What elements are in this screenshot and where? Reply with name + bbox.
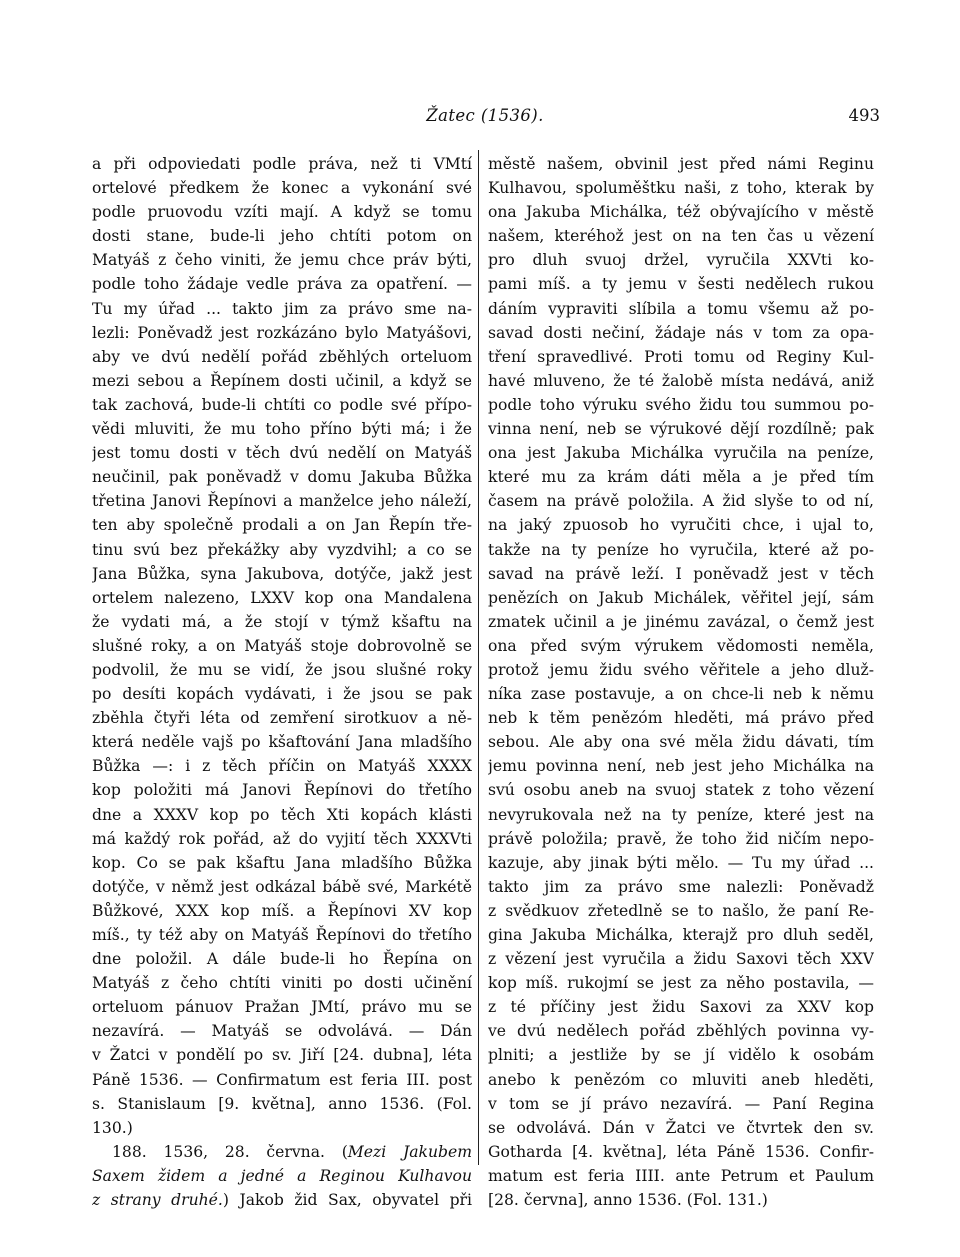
text-line: slušné roky, a on Matyáš stoje dobrovolně se xyxy=(92,636,472,655)
entry-subject-line: Saxem židem a jedné a Reginou Kulhavou xyxy=(92,1166,472,1185)
text-line: lezli: Poněvadž jest rozkázáno bylo Matyášovi, xyxy=(92,323,472,342)
text-line: takže na ty peníze ho vyručila, které až po- xyxy=(488,540,874,559)
text-line: Matyáš z čeho chtíti viniti po dosti učinění xyxy=(92,974,472,993)
text-line: penězích on Jakub Michálek, věřitel její, sám xyxy=(488,588,874,607)
text-line: jest tomu dosti v těch dvú nedělí on Matyáš xyxy=(92,444,472,463)
text-line: které mu za krám dáti měla a je před tím xyxy=(488,468,874,487)
text-line: matum est feria IIII. ante Petrum et Paulum xyxy=(488,1166,874,1185)
text-line: má každý rok pořád, až do vyjití těch XXXVti xyxy=(92,829,472,848)
text-line: podle toho výruku svého židu tou summou po- xyxy=(488,395,874,414)
text-line: takto jim za právo sme nalezli: Poněvadž xyxy=(488,877,874,896)
page-number: 493 xyxy=(848,106,880,125)
text-line: ona jest Jakuba Michálka vyručila na peníze, xyxy=(488,444,874,463)
text-line: z vězení jest vyručila a židu Saxovi těch XXV xyxy=(488,950,874,969)
text-line: podvolil, že mu se vidí, že jsou slušné roky xyxy=(92,660,472,679)
text-line: Jana Bůžka, syna Jakubova, dotýče, jakž jest xyxy=(92,564,472,583)
text-line: ona Jakuba Michálka, též obývajícího v městě xyxy=(488,203,874,222)
text-line: dne a XXXV kop po těch Xti kopách klásti xyxy=(92,805,472,824)
text-line: kop. Co se pak kšaftu Jana mladšího Bůžka xyxy=(92,853,472,872)
column-divider xyxy=(478,150,479,1165)
text-line: v tom se jí právo nezavírá. — Paní Regina xyxy=(488,1094,874,1113)
text-line: savad na právě leží. I poněvadž jest v těch xyxy=(488,564,874,583)
text-line: dotýče, v němž jest odkázal bábě své, Markétě xyxy=(92,877,472,896)
text-line: jemu povinna není, neb jest jeho Michálka na xyxy=(488,757,874,776)
text-line: protož jemu židu svého věřitele a jeho dluž- xyxy=(488,660,874,679)
left-column xyxy=(92,152,472,1212)
text-line: po desíti kopách vydávati, i že jsou se pak xyxy=(92,685,472,704)
text-line: pro dluh svuoj držel, vyručila XXVti ko- xyxy=(488,251,874,270)
text-line: Páně 1536. — Confirmatum est feria III. post xyxy=(92,1070,472,1089)
text-line: třetina Janovi Řepínovi a manželce jeho náleží, xyxy=(92,492,472,511)
text-line: nezavírá. — Matyáš se odvolává. — Dán xyxy=(92,1022,472,1041)
text-line: podle toho žádaje vedle práva za opatření. — xyxy=(92,275,472,294)
text-line: ten aby společně prodali a on Jan Řepín tře- xyxy=(92,516,472,535)
text-line: vinna není, neb se výrukové dějí rozdílně; pak xyxy=(488,420,874,439)
text-line: ve dvú nedělech pořád zběhlých povinna vy- xyxy=(488,1022,874,1041)
text-line: že vydati má, a že stojí v týmž kšaftu na xyxy=(92,612,472,631)
entry-subject-end: z strany druhé. xyxy=(92,1191,223,1210)
text-line: z té příčiny jest židu Saxovi za XXV kop xyxy=(488,998,874,1017)
text-line: savad dosti nečiní, žádaje nás v tom za opa- xyxy=(488,323,874,342)
text-line: s. Stanislaum [9. května], anno 1536. (Fol. xyxy=(92,1094,472,1113)
text-line: kop míš. rukojmí se jest za něho postavila, — xyxy=(488,974,874,993)
text-line: a při odpoviedati podle práva, než ti VMtí xyxy=(92,155,472,173)
text-line: kop položiti má Janovi Řepínovi do třetího xyxy=(92,781,472,800)
text-line: našem, kteréhož jest on na ten čas u vězení xyxy=(488,227,874,246)
text-line: Kulhavou, spoluměštku naši, z toho, kterak by xyxy=(488,179,874,198)
text-line: mezi sebou a Řepínem dosti učinil, a když se xyxy=(92,371,472,390)
text-line: neučinil, pak poněvadž v domu Jakuba Bůžka xyxy=(92,468,472,487)
text-line: pami míš. a ty jemu v šesti nedělech rukou xyxy=(488,275,874,294)
text-line: která neděle vajš po kšaftování Jana mladšího xyxy=(92,733,472,752)
entry-subject: Mezi Jakubem xyxy=(347,1142,472,1161)
text-line: dáním vypraviti slíbila a tomu všemu až po- xyxy=(488,299,874,318)
text-line: orteluom pánuov Pražan JMtí, právo mu se xyxy=(92,998,472,1017)
text-line: míš., ty též aby on Matyáš Řepínovi do třetího xyxy=(92,926,472,944)
text-line: kazuje, aby jinak býti mělo. — Tu my úřad ... xyxy=(488,853,874,872)
text-line: právě položila; pravě, že toho žid ničím nepo- xyxy=(488,829,874,848)
page-header xyxy=(90,106,880,130)
text-line: ortelem nalezeno, LXXV kop ona Mandalena xyxy=(92,588,472,607)
text-line: městě našem, obvinil jest před námi Reginu xyxy=(488,155,874,173)
text-line: ortelové předkem že konec a vykonání své xyxy=(92,179,472,198)
text-line: neb k těm penězóm hleděti, má právo před xyxy=(488,709,874,728)
text-line: [28. června], anno 1536. (Fol. 131.) xyxy=(488,1191,768,1210)
text-line: časem na právě položila. A žid slyše to od ní, xyxy=(488,492,874,511)
text-line: havé mluveno, že té žalobě místa nedává, aniž xyxy=(488,371,874,390)
text-line: dosti stane, bude-li jeho chtíti potom on xyxy=(92,227,472,246)
text-line: sebou. Ale aby ona své měla židu dávati, tím xyxy=(488,733,874,752)
text-line: nevyrukovala než na ty peníze, které jest na xyxy=(488,805,874,824)
running-title: Žatec (1536). xyxy=(426,106,544,125)
text-line: tak zachová, bude-li chtíti co podle své přípo- xyxy=(92,395,472,414)
text-line: plniti; a jestliže by se jí vidělo k osobám xyxy=(488,1046,874,1065)
right-column xyxy=(488,152,874,1212)
text-line: Bůžkové, XXX kop míš. a Řepínovi XV kop xyxy=(92,901,472,920)
text-line: tinu svú bez překážky aby vyzdvihl; a co se xyxy=(92,540,472,559)
text-line: vědi mluviti, že mu toho příno býti má; i že xyxy=(92,420,472,439)
text-line: tření spravedlivé. Proti tomu od Reginy Kul- xyxy=(488,347,874,366)
entry-text: ) Jakob žid Sax, obyvatel při xyxy=(222,1191,472,1210)
text-line: z svědkuov zřetedlně se to našlo, že paní Re- xyxy=(488,901,874,920)
text-line: dne položil. A dále bude-li ho Řepína on xyxy=(92,950,472,969)
text-line: Matyáš z čeho viniti, že jemu chce práv býti, xyxy=(92,251,472,270)
text-line: zmatek učinil a je jinému zavázal, o čemž jest xyxy=(488,612,874,631)
text-line: 130.) xyxy=(92,1118,133,1137)
entry-lead: 188. 1536, 28. června. ( xyxy=(112,1142,348,1161)
entry-heading-line xyxy=(92,1140,472,1164)
text-line: svú osobu aneb na svuoj statek z toho vězení xyxy=(488,781,874,800)
text-line: níka zase postavuje, a on chce-li neb k němu xyxy=(488,685,874,704)
text-line: gina Jakuba Michálka, kterajž pro dluh seděl, xyxy=(488,926,874,944)
text-line: anebo k penězóm co mluviti aneb hleděti, xyxy=(488,1070,874,1089)
text-line: zběhla čtyři léta od zemření sirotkuov a ně- xyxy=(92,709,472,728)
text-line: na jaký zpuosob ho vyručiti chce, i ujal to, xyxy=(488,516,874,535)
entry-subject-line xyxy=(92,1188,472,1212)
text-line: se odvolává. Dán v Žatci ve čtvrtek den sv. xyxy=(488,1118,874,1137)
text-line: Tu my úřad ... takto jim za právo sme na- xyxy=(92,299,472,318)
text-line: Bůžka —: i z těch příčin on Matyáš XXXX xyxy=(92,757,472,776)
text-line: podle pruovodu vzíti mají. A když se tomu xyxy=(92,203,472,222)
text-line: Gotharda [4. května], léta Páně 1536. Confir- xyxy=(488,1142,874,1161)
text-line: aby ve dvú nedělí pořád zběhlých orteluom xyxy=(92,347,472,366)
text-line: v Žatci v pondělí po sv. Jiří [24. dubna], léta xyxy=(92,1046,472,1065)
text-line: ona před svým výrukem vědomosti neměla, xyxy=(488,636,874,655)
